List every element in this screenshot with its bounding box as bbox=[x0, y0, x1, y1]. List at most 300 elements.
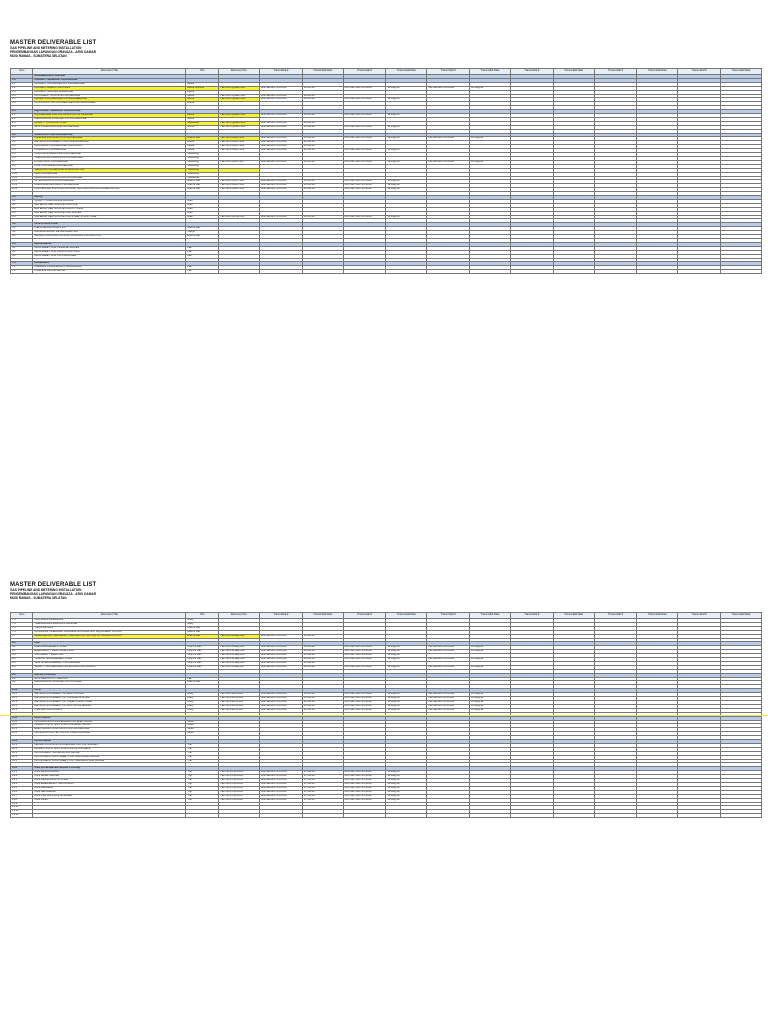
table-cell: 3.0 bbox=[11, 133, 33, 137]
table-cell: 005-TEP-GPL-VII-2018 bbox=[343, 114, 386, 118]
table-cell: 011-SE-GPL-VIII-2018 bbox=[427, 658, 470, 662]
table-cell: INSTALLATION PROCEDURE FOR ELECTRICAL bbox=[33, 720, 186, 724]
table-cell: Yuli bbox=[186, 782, 219, 786]
table-cell: 002-SE-GPL-VII-2018 bbox=[259, 708, 302, 712]
table-cell: 002-SE-GPL-VII-2018 bbox=[259, 650, 302, 654]
table-cell: DESIGN PROCEDURE FOR ENGINEERING bbox=[33, 98, 186, 102]
table-cell: 20-Aug-18 bbox=[470, 137, 511, 141]
table-cell: 12.2 bbox=[11, 747, 33, 751]
table-cell: HYDROTEST PROCEDURE bbox=[33, 160, 186, 164]
column-header: Transmittal # bbox=[427, 613, 470, 619]
table-cell: 20-Aug-18 bbox=[470, 700, 511, 704]
table-cell: TEP-GPL-ECIV-002 bbox=[219, 697, 260, 701]
table-cell: CONSTRUCTION PROCEDURE bbox=[33, 133, 186, 137]
table-cell: TEP-GPL-HSEQ-001 bbox=[219, 634, 260, 638]
column-header: Transmittal Date bbox=[553, 613, 594, 619]
table-cell: SAFETY PROCEDURE FOR EXCAVATION WORKS bbox=[33, 665, 186, 669]
table-cell: TEP-GPL-QA/EX-004 bbox=[219, 114, 260, 118]
table-cell: 20-Aug-18 bbox=[470, 650, 511, 654]
table-cell bbox=[678, 814, 721, 818]
table-cell: TIE-IN DETAILS bbox=[33, 626, 186, 630]
table-cell: 23-Jul-18 bbox=[302, 184, 343, 188]
column-header: Transmittal Date bbox=[637, 69, 678, 75]
table-cell: 011-SE-GPL-VIII-2018 bbox=[427, 650, 470, 654]
table-cell: Yuli bbox=[186, 751, 219, 755]
table-cell: INSPECTION & TEST PLAN FOR ELECTRICAL bbox=[33, 724, 186, 728]
table-cell: 12.1 bbox=[11, 743, 33, 747]
table-cell: 23-Jul-18 bbox=[302, 137, 343, 141]
table-cell: 14-Aug-18 bbox=[386, 665, 427, 669]
column-header: Transmittal # bbox=[343, 69, 386, 75]
table-cell: 005-TEP-GPL-VII-2018 bbox=[343, 708, 386, 712]
column-header: Transmittal Date bbox=[637, 613, 678, 619]
table-cell: 6.2 bbox=[11, 250, 33, 254]
table-cell: PMS Flow and Piping Schematic bbox=[33, 794, 186, 798]
table-cell: 005-TEP-GPL-VII-2018 bbox=[343, 665, 386, 669]
table-cell: DEWATERING & DRYING PROCEDURE bbox=[33, 176, 186, 180]
table-cell: 8.5 bbox=[11, 661, 33, 665]
table-cell: 13.7 bbox=[11, 794, 33, 798]
table-cell: 3.3 bbox=[11, 145, 33, 149]
table-cell: 10.1 bbox=[11, 693, 33, 697]
table-cell: INSTRUMENT DATA SHEET FOR PRESSURE GAUGE bbox=[33, 755, 186, 759]
table-cell: 14-Aug-18 bbox=[386, 184, 427, 188]
table-cell: 11.3 bbox=[11, 728, 33, 732]
table-cell: INSTRUMENT bbox=[33, 740, 186, 744]
column-header: PIC bbox=[186, 69, 219, 75]
column-header: Transmittal # bbox=[510, 613, 553, 619]
table-cell: EQUIPMENT GENERAL PROCEDURE bbox=[33, 110, 186, 114]
table-cell: PMS Calibration bbox=[33, 786, 186, 790]
table-cell: 3.8 bbox=[11, 164, 33, 168]
table-cell: 002-SE-GPL-VII-2018 bbox=[259, 86, 302, 90]
table-cell: 005-TEP-GPL-VII-2018 bbox=[343, 704, 386, 708]
table-cell: MATERIAL CERTIFICATE FOR VALVES bbox=[33, 211, 186, 215]
table-cell: 002-SE-GPL-VII-2018 bbox=[259, 184, 302, 188]
table-cell: 14-Aug-18 bbox=[386, 794, 427, 798]
table-cell bbox=[510, 814, 553, 818]
table-cell bbox=[637, 270, 678, 274]
table-cell: Workshop bbox=[186, 153, 219, 157]
table-cell: 27-Jul-18 bbox=[302, 782, 343, 786]
table-cell: 27-Jul-18 bbox=[302, 779, 343, 783]
table-cell: 2.2 bbox=[11, 117, 33, 121]
table-cell: TEP-GPL-APRF-007 bbox=[219, 160, 260, 164]
table-cell: DATA SHEET FOR INSULATING JOINT bbox=[33, 250, 186, 254]
table-cell: DESIGN CONTROL PROCEDURE FOR INSTRUMENT bbox=[33, 743, 186, 747]
table-cell: 005-TEP-GPL-VII-2018 bbox=[343, 775, 386, 779]
table-cell: DATA SHEET FOR PIG LAUNCHER bbox=[33, 254, 186, 258]
table-cell: TEP-GPL-QA/EX-001 bbox=[219, 86, 260, 90]
table-cell: TEP-GPL-HSEQ-005 bbox=[219, 658, 260, 662]
table-cell: 7.5 bbox=[11, 626, 33, 630]
table-cell: TEP-GPL-HSEQ-007 bbox=[219, 665, 260, 669]
table-cell: 4.2 bbox=[11, 203, 33, 207]
table-body bbox=[11, 619, 762, 818]
table-cell: Bondi bbox=[186, 125, 219, 129]
table-cell: 6.3 bbox=[11, 254, 33, 258]
table-cell: Workshop bbox=[186, 168, 219, 172]
sheet-title: MASTER DELIVERABLE LIST bbox=[10, 582, 97, 588]
table-cell: MATERIAL CERTIFICATE FOR PIPE bbox=[33, 203, 186, 207]
column-header: Document Title bbox=[33, 613, 186, 619]
table-cell: Workshop bbox=[186, 157, 219, 161]
table-cell: Yuli bbox=[186, 779, 219, 783]
table-cell: MECHANICAL COMPLETION DOSSIER bbox=[33, 681, 186, 685]
table-cell: Bondi bbox=[186, 98, 219, 102]
table-cell: 14-Aug-18 bbox=[386, 771, 427, 775]
table-cell: TEP-GPL-PMS-006 bbox=[219, 790, 260, 794]
table-cell: Hendi bbox=[186, 114, 219, 118]
table-cell: PILE DRIVING WORKS bbox=[33, 708, 186, 712]
table-cell: TEP-GPL-APRF-002 bbox=[219, 141, 260, 145]
table-cell: Yuli bbox=[186, 790, 219, 794]
table-cell: 23-Jul-18 bbox=[302, 215, 343, 219]
table-cell: 1.0 bbox=[11, 78, 33, 82]
table-cell: 005-TEP-GPL-VII-2018 bbox=[343, 794, 386, 798]
table-cell: Cupri & Dan bbox=[186, 650, 219, 654]
table-cell: 9.2 bbox=[11, 681, 33, 685]
table-cell: TRENCHING & BACKFILL PROFILE bbox=[33, 622, 186, 626]
table-cell: INSPECTION & TEST PLAN FOR INSTRUMENT bbox=[33, 747, 186, 751]
table-cell: 011-SE-GPL-VIII-2018 bbox=[427, 708, 470, 712]
column-header: Transmittal Date bbox=[470, 69, 511, 75]
table-cell: 23-Jul-18 bbox=[302, 114, 343, 118]
table-cell: Budy bbox=[186, 700, 219, 704]
table-cell: NDE PROCEDURE bbox=[33, 172, 186, 176]
table-cell: 002-SE-GPL-VII-2018 bbox=[259, 215, 302, 219]
highlight-marker-line bbox=[0, 715, 768, 716]
table-cell: 12.4 bbox=[11, 755, 33, 759]
table-cell: 23-Jul-18 bbox=[302, 697, 343, 701]
table-cell: Budi & Ifan bbox=[186, 184, 219, 188]
table-cell: 002-SE-GPL-VII-2018 bbox=[259, 654, 302, 658]
table-cell: 23-Jul-18 bbox=[302, 650, 343, 654]
table-cell: 23-Jul-18 bbox=[302, 646, 343, 650]
table-cell: 14-Aug-18 bbox=[386, 790, 427, 794]
table-cell: HSE MANAGEMENT PLAN bbox=[33, 646, 186, 650]
table-cell: 005-TEP-GPL-VII-2018 bbox=[343, 188, 386, 192]
table-cell: 011-SE-GPL-VIII-2018 bbox=[427, 704, 470, 708]
table-cell: DATA SHEET FOR PIPELINE VALVES bbox=[33, 246, 186, 250]
table-cell: Budy bbox=[186, 619, 219, 623]
table-cell: 11.2 bbox=[11, 724, 33, 728]
table-cell: Budi & Ifan bbox=[186, 634, 219, 638]
table-cell bbox=[510, 270, 553, 274]
table-cell: 005-TEP-GPL-VII-2018 bbox=[343, 798, 386, 802]
table-cell: TEP-GPL-HSEQ-003 bbox=[219, 650, 260, 654]
table-cell: INSTRUMENT INSTALLATION DETAIL bbox=[33, 751, 186, 755]
table-cell: Yuli bbox=[186, 775, 219, 779]
table-cell: 20-Aug-18 bbox=[470, 697, 511, 701]
table-cell bbox=[386, 270, 427, 274]
table-cell: 011-SE-GPL-VIII-2018 bbox=[427, 665, 470, 669]
table-cell: 14-Aug-18 bbox=[386, 114, 427, 118]
table-cell: 011-SE-GPL-VIII-2018 bbox=[427, 697, 470, 701]
table-cell: 005-TEP-GPL-VII-2018 bbox=[343, 646, 386, 650]
table-cell: 2.3 bbox=[11, 121, 33, 125]
table-cell bbox=[470, 814, 511, 818]
table-cell: Yuli bbox=[186, 747, 219, 751]
table-cell: 20-Aug-18 bbox=[470, 160, 511, 164]
table-cell: INSTRUMENT DATA SHEET FOR TEMPERATURE GAUGE bbox=[33, 759, 186, 763]
table-cell: PRECOMMISSIONING PROCEDURE bbox=[33, 184, 186, 188]
table-cell: 13.4 bbox=[11, 782, 33, 786]
table-cell: PMS Gas Detector bbox=[33, 790, 186, 794]
table-cell: Hendi bbox=[186, 117, 219, 121]
table-cell: MATERIAL CERTIFICATE FOR STEEL STRUCTURE bbox=[33, 215, 186, 219]
table-cell: Hendi bbox=[186, 145, 219, 149]
table-cell: 13.1 bbox=[11, 771, 33, 775]
table-cell: 002-SE-GPL-VII-2018 bbox=[259, 98, 302, 102]
table-cell: 002-SE-GPL-VII-2018 bbox=[259, 775, 302, 779]
table-cell: PIPELINE INSTALLATION PROCEDURE bbox=[33, 137, 186, 141]
table-cell: 005-TEP-GPL-VII-2018 bbox=[343, 650, 386, 654]
table-cell: 20-Aug-18 bbox=[470, 86, 511, 90]
table-cell: 2.4 bbox=[11, 125, 33, 129]
table-cell bbox=[470, 270, 511, 274]
sheet-header bbox=[10, 40, 96, 59]
table-cell: ELECTRICAL CONSTRUCTION PROCEDURE bbox=[33, 728, 186, 732]
table-cell: 4.5 bbox=[11, 215, 33, 219]
table-cell: 002-SE-GPL-VII-2018 bbox=[259, 121, 302, 125]
table-cell: 14-Aug-18 bbox=[386, 786, 427, 790]
table-cell: 27-Jul-18 bbox=[302, 794, 343, 798]
table-cell: 27-Jul-18 bbox=[302, 790, 343, 794]
table-cell: Ifan bbox=[186, 270, 219, 274]
table-cell: 6.0 bbox=[11, 242, 33, 246]
table-cell: Budi & Ifan bbox=[186, 137, 219, 141]
table-cell: TEP-GPL-QA/EX-003 bbox=[219, 98, 260, 102]
table-cell: 10.2 bbox=[11, 697, 33, 701]
table-cell: HSE bbox=[33, 642, 186, 646]
table-cell: TEP-GPL-QPRF-005 bbox=[219, 215, 260, 219]
table-cell: 005-TEP-GPL-VII-2018 bbox=[343, 180, 386, 184]
table-cell: 14-Aug-18 bbox=[386, 86, 427, 90]
column-header: Transmittal Date bbox=[721, 69, 762, 75]
table-cell: 13.10 bbox=[11, 806, 33, 810]
table-cell: 14-Aug-18 bbox=[386, 782, 427, 786]
table-cell: 002-SE-GPL-VII-2018 bbox=[259, 188, 302, 192]
table-cell bbox=[343, 270, 386, 274]
project-location: MUSI RAWAS - SUMATERA SELATAN bbox=[10, 54, 67, 59]
table-row bbox=[11, 270, 762, 274]
table-cell: METHOD STATEMENT OF EARTH WORK bbox=[33, 693, 186, 697]
table-cell: TRAFFIC MANAGEMENT PLAN bbox=[33, 658, 186, 662]
table-cell: 14-Aug-18 bbox=[386, 98, 427, 102]
table-cell: PMS Panel bbox=[33, 798, 186, 802]
table-cell bbox=[721, 814, 762, 818]
table-cell: Budy bbox=[186, 704, 219, 708]
table-cell: Cupri & Dan bbox=[186, 658, 219, 662]
table-cell: Budi & Ifan bbox=[186, 188, 219, 192]
table-cell: METHOD STATEMENT OF BOLT & FASTENING bbox=[33, 704, 186, 708]
table-cell: 23-Jul-18 bbox=[302, 693, 343, 697]
table-cell: 011-SE-GPL-VIII-2018 bbox=[427, 86, 470, 90]
table-cell: 011-SE-GPL-VIII-2018 bbox=[427, 693, 470, 697]
table-cell: 002-SE-GPL-VII-2018 bbox=[259, 771, 302, 775]
table-cell bbox=[553, 814, 594, 818]
table-cell bbox=[594, 270, 637, 274]
column-header: Document No. bbox=[219, 69, 260, 75]
table-cell: REPORT/SURVEY bbox=[33, 673, 186, 677]
column-header: Transmittal Date bbox=[386, 69, 427, 75]
table-cell: 2.1 bbox=[11, 114, 33, 118]
table-cell: 005-TEP-GPL-VII-2018 bbox=[343, 697, 386, 701]
table-cell bbox=[302, 270, 343, 274]
table-cell: TEP-GPL-ECIV-003 bbox=[219, 700, 260, 704]
table-cell: 14-Aug-18 bbox=[386, 700, 427, 704]
table-cell: Workshop bbox=[186, 164, 219, 168]
table-cell: MECHANICAL COMPLETION PROCEDURE bbox=[33, 117, 186, 121]
table-cell: Hendi bbox=[186, 149, 219, 153]
table-cell: TEP-GPL-HSEQ-004 bbox=[219, 654, 260, 658]
table-cell: MRCQ bbox=[33, 196, 186, 200]
table-cell: 005-TEP-GPL-VII-2018 bbox=[343, 786, 386, 790]
table-cell: 002-SE-GPL-VII-2018 bbox=[259, 693, 302, 697]
table-cell: TEP-GPL-HSEQ-006 bbox=[219, 661, 260, 665]
table-cell: 8.0 bbox=[11, 642, 33, 646]
table-cell: SOIL RESISTIVITY REPORT bbox=[33, 677, 186, 681]
table-cell: 4.0 bbox=[11, 196, 33, 200]
table-cell bbox=[343, 814, 386, 818]
table-cell: 14-Aug-18 bbox=[386, 798, 427, 802]
table-cell: 8.1 bbox=[11, 646, 33, 650]
table-cell: 4.1 bbox=[11, 199, 33, 203]
table-cell: 14-Aug-18 bbox=[386, 215, 427, 219]
table-cell: Ifan bbox=[186, 250, 219, 254]
table-cell bbox=[594, 814, 637, 818]
table-cell: 23-Jul-18 bbox=[302, 121, 343, 125]
table-cell: Yuli bbox=[186, 759, 219, 763]
column-header: Document Title bbox=[33, 69, 186, 75]
table-cell: 13.11 bbox=[11, 810, 33, 814]
table-cell: TEP-GPL-PMS-007 bbox=[219, 794, 260, 798]
table-cell: 27-Jul-18 bbox=[302, 771, 343, 775]
table-cell bbox=[427, 270, 470, 274]
table-cell: 002-SE-GPL-VII-2018 bbox=[259, 145, 302, 149]
table-cell: TEP-GPL-APRF-012 bbox=[219, 180, 260, 184]
table-cell: 005-TEP-GPL-VII-2018 bbox=[343, 215, 386, 219]
column-header: Item bbox=[11, 69, 33, 75]
table-cell: 002-SE-GPL-VII-2018 bbox=[259, 697, 302, 701]
table-cell: TEP-GPL-QA/EX-006 bbox=[219, 125, 260, 129]
table-cell: 13.12 bbox=[11, 814, 33, 818]
table-cell: Gusti bbox=[186, 720, 219, 724]
table-cell: ELECTRICAL bbox=[33, 716, 186, 720]
table-cell: 5.2 bbox=[11, 231, 33, 235]
table-cell: TEP-GPL-PMS-005 bbox=[219, 786, 260, 790]
table-cell: TEP-GPL-ECIV-004 bbox=[219, 704, 260, 708]
table-cell: Budi bbox=[186, 199, 219, 203]
table-cell: 23-Jul-18 bbox=[302, 665, 343, 669]
table-cell: 011-SE-GPL-VIII-2018 bbox=[427, 137, 470, 141]
table-cell: ANCHOR BLOCK DETAIL ANALYSIS bbox=[33, 231, 186, 235]
table-cell: 005-TEP-GPL-VII-2018 bbox=[343, 160, 386, 164]
table-cell: PROJECT EXECUTION PLAN bbox=[33, 86, 186, 90]
table-cell: 002-SE-GPL-VII-2018 bbox=[259, 704, 302, 708]
column-header: Transmittal # bbox=[259, 69, 302, 75]
table-cell bbox=[302, 814, 343, 818]
table-cell: TEP-GPL-QA/EX-005 bbox=[219, 121, 260, 125]
table-cell: Yuli bbox=[186, 755, 219, 759]
table-cell: 002-SE-GPL-VII-2018 bbox=[259, 665, 302, 669]
table-cell: 11.0 bbox=[11, 716, 33, 720]
table-cell: 005-TEP-GPL-VII-2018 bbox=[343, 693, 386, 697]
table-cell bbox=[721, 270, 762, 274]
table-cell: DRAWINGS bbox=[33, 262, 186, 266]
table-cell: 14-Aug-18 bbox=[386, 697, 427, 701]
table-cell: NON CONFORMANCE PROCEDURE bbox=[33, 125, 186, 129]
table-cell: QUALITY CONTROL PLAN bbox=[33, 121, 186, 125]
table-cell: 12.3 bbox=[11, 751, 33, 755]
table-cell: 23-Jul-18 bbox=[302, 634, 343, 638]
table-cell: 002-SE-GPL-VII-2018 bbox=[259, 779, 302, 783]
table-row bbox=[11, 814, 762, 818]
table-cell: 14-Aug-18 bbox=[386, 704, 427, 708]
table-cell: 002-SE-GPL-VII-2018 bbox=[259, 634, 302, 638]
table-cell: DOCUMENT CONTROL PROCEDURE bbox=[33, 94, 186, 98]
table-cell: 3.2 bbox=[11, 141, 33, 145]
table-cell: WELDING PROCEDURE SPECIFICATION bbox=[33, 168, 186, 172]
table-cell: PROJECT GENERAL PROCEDURE bbox=[33, 78, 186, 82]
table-cell: 1.5 bbox=[11, 98, 33, 102]
table-cell: Bondi bbox=[186, 102, 219, 106]
table-cell: MATERIAL CERTIFICATE FOR FITTINGS bbox=[33, 207, 186, 211]
table-cell: 23-Jul-18 bbox=[302, 145, 343, 149]
table-cell: 1.4 bbox=[11, 94, 33, 98]
table-cell: 23-Jul-18 bbox=[302, 125, 343, 129]
table-cell: 23-Jul-18 bbox=[302, 149, 343, 153]
table-cell: 005-TEP-GPL-VII-2018 bbox=[343, 779, 386, 783]
table-cell: TEP-GPL-APRF-013 bbox=[219, 184, 260, 188]
table-cell: 002-SE-GPL-VII-2018 bbox=[259, 646, 302, 650]
table-cell: 3.7 bbox=[11, 160, 33, 164]
project-field: PENGEMBANGAN LAPANGAN GRAVAZA - ARIO DAMAR bbox=[10, 50, 96, 55]
table-cell: 13.5 bbox=[11, 786, 33, 790]
table-cell: WASTE MANAGEMENT PROCEDURE bbox=[33, 661, 186, 665]
table-cell: Ifan bbox=[186, 677, 219, 681]
table-cell: Yuli bbox=[186, 743, 219, 747]
table-cell: ENGINEERING PIPELINE bbox=[33, 75, 186, 79]
table-cell: Yuli bbox=[186, 798, 219, 802]
table-cell: Cupri & Dan bbox=[186, 654, 219, 658]
table-cell: DESIGN CALCULATION FOR CATHODIC PROTECTION bbox=[33, 235, 186, 239]
table-cell: 3.5 bbox=[11, 153, 33, 157]
table-cell: Yuli bbox=[186, 771, 219, 775]
table-cell: 2.0 bbox=[11, 110, 33, 114]
table-cell: Budi bbox=[186, 215, 219, 219]
table-cell: 3.12 bbox=[11, 180, 33, 184]
table-cell: Yuli bbox=[186, 786, 219, 790]
table-cell: 23-Jul-18 bbox=[302, 141, 343, 145]
sheet-page-2 bbox=[0, 512, 768, 1024]
table-cell: 005-TEP-GPL-VII-2018 bbox=[343, 790, 386, 794]
column-header: Item bbox=[11, 613, 33, 619]
table-cell: 005-TEP-GPL-VII-2018 bbox=[343, 86, 386, 90]
table-cell: 27-Jul-18 bbox=[302, 798, 343, 802]
table-cell: CP INSTALLATION PROCEDURE bbox=[33, 180, 186, 184]
table-cell: 005-TEP-GPL-VII-2018 bbox=[343, 654, 386, 658]
table-cell: 011-SE-GPL-VIII-2018 bbox=[427, 646, 470, 650]
table-cell: Gusti bbox=[186, 732, 219, 736]
table-cell: 23-Jul-18 bbox=[302, 704, 343, 708]
table-cell: 005-TEP-GPL-VII-2018 bbox=[343, 149, 386, 153]
table-cell: 011-SE-GPL-VIII-2018 bbox=[427, 160, 470, 164]
column-header: Transmittal # bbox=[510, 69, 553, 75]
table-cell: Budi & Ifan bbox=[186, 235, 219, 239]
table-cell: 8.3 bbox=[11, 654, 33, 658]
